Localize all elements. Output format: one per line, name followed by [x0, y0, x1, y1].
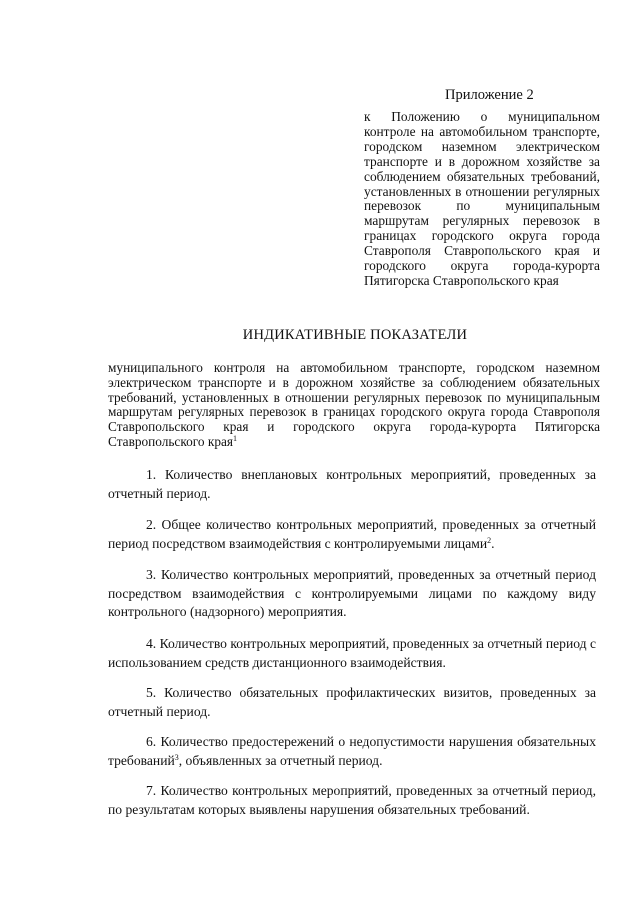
subtitle-text: муниципального контроля на автомобильном транспорте, городском наземном электрическом транспорте и в дорожном хозяйстве за соблюдением обязательных требований, установленных в отношении регулярных перевозок по муниципальным маршрутам регулярных перевозок в границах городского округа города Ставрополя Ставропольского края и городского округа города-курорта Пятигорска Ставропольского края — [108, 360, 600, 449]
indicator-text: 3. Количество контрольных мероприятий, проведенных за отчетный период посредством взаимодействия с контролируемыми лицами по каждому виду контрольного (надзорного) мероприятия. — [108, 567, 596, 619]
indicator-text: 1. Количество внеплановых контрольных мероприятий, проведенных за отчетный период. — [108, 467, 596, 501]
appendix-title: Приложение 2 — [445, 87, 534, 103]
indicator-text: 7. Количество контрольных мероприятий, проведенных за отчетный период, по результатам которых выявлены нарушения обязательных требований. — [108, 783, 596, 817]
document-subtitle — [108, 361, 600, 450]
appendix-reference: к Положению о муниципальном контроле на автомобильном транспорте, городском наземном электрическом транспорте и в дорожном хозяйстве за соблюдением обязательных требований, установленных в отношении регулярных перевозок по муниципальным маршрутам регулярных перевозок в границах городского округа города Ставрополя Ставропольского края и городского округа города-курорта Пятигорска Ставропольского края — [364, 109, 600, 288]
indicator-text: 4. Количество контрольных мероприятий, проведенных за отчетный период с использованием средств дистанционного взаимодействия. — [108, 636, 596, 670]
indicator-item-6 — [108, 733, 596, 770]
indicator-item-4 — [108, 635, 596, 672]
indicator-text: 6. Количество предостережений о недопустимости нарушения обязательных требований — [108, 734, 596, 768]
footnote-marker: 3 — [174, 752, 179, 762]
indicator-item-3 — [108, 566, 596, 622]
footnote-marker: 1 — [233, 433, 237, 443]
document-title: ИНДИКАТИВНЫЕ ПОКАЗАТЕЛИ — [242, 327, 468, 343]
indicator-item-2 — [108, 516, 596, 553]
indicator-text: 5. Количество обязательных профилактических визитов, проведенных за отчетный период. — [108, 685, 596, 719]
indicator-text-tail: . — [491, 535, 495, 551]
indicator-item-1 — [108, 466, 596, 503]
indicator-text-tail: , объявленных за отчетный период. — [178, 752, 383, 768]
indicator-item-7 — [108, 782, 596, 819]
indicator-text: 2. Общее количество контрольных мероприятий, проведенных за отчетный период посредством взаимодействия с контролируемыми лицами — [108, 517, 596, 551]
footnote-marker: 2 — [487, 535, 492, 545]
indicator-item-5 — [108, 684, 596, 721]
